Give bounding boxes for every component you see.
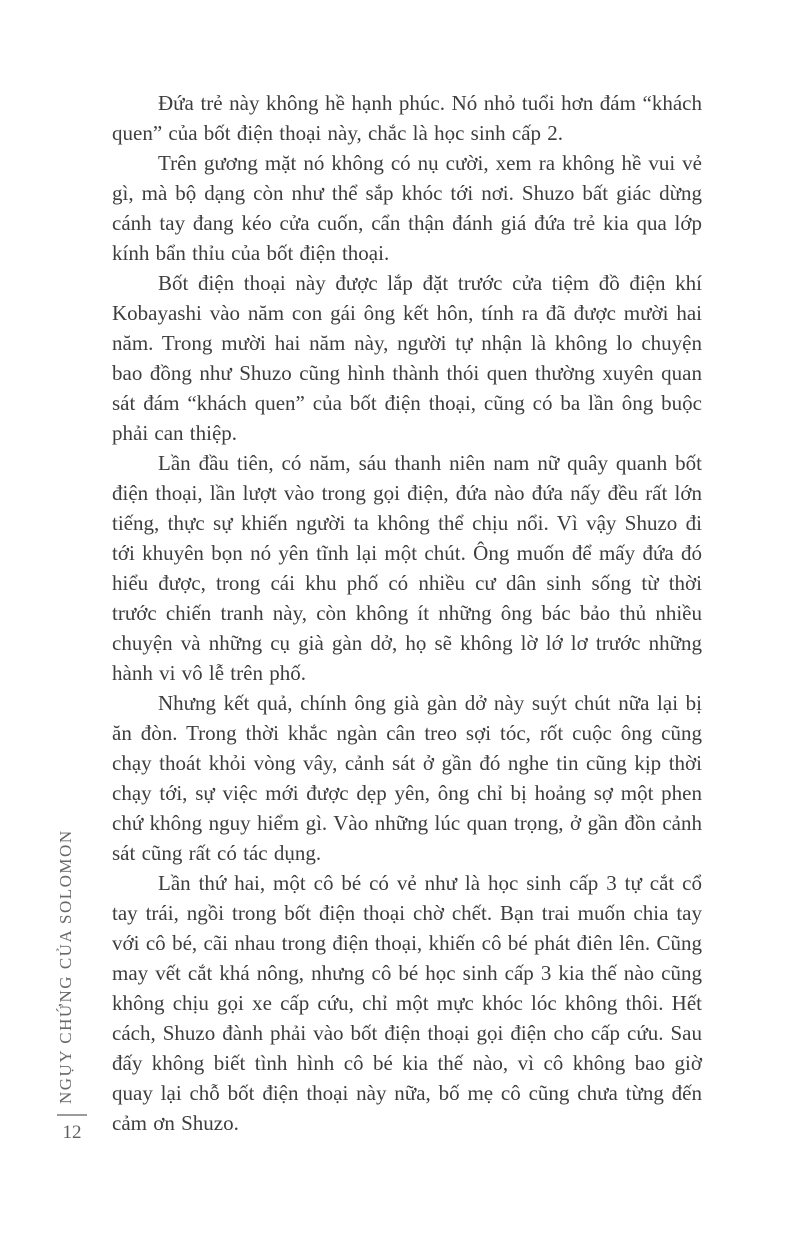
- body-text-column: [112, 88, 702, 1138]
- book-title-vertical: NGỤY CHỨNG CỦA SOLOMON: [56, 829, 75, 1104]
- paragraph: Bốt điện thoại này được lắp đặt trước cửa tiệm đồ điện khí Kobayashi vào năm con gái ông kết hôn, tính ra đã được mười hai năm. Trong mười hai năm này, người tự nhận là không lo chuyện bao đồng như Shuzo cũng hình thành thói quen thường xuyên quan sát đám “khách quen” của bốt điện thoại, cũng có ba lần ông buộc phải can thiệp.: [112, 271, 702, 445]
- paragraph: Trên gương mặt nó không có nụ cười, xem ra không hề vui vẻ gì, mà bộ dạng còn như thể sắp khóc tới nơi. Shuzo bất giác dừng cánh tay đang kéo cửa cuốn, cẩn thận đánh giá đứa trẻ kia qua lớp kính bẩn thỉu của bốt điện thoại.: [112, 151, 702, 265]
- paragraph: Nhưng kết quả, chính ông già gàn dở này suýt chút nữa lại bị ăn đòn. Trong thời khắc ngàn cân treo sợi tóc, rốt cuộc ông cũng chạy thoát khỏi vòng vây, cảnh sát ở gần đó nghe tin cũng kịp thời chạy tới, sự việc mới được dẹp yên, ông chỉ bị hoảng sợ một phen chứ không nguy hiểm gì. Vào những lúc quan trọng, ở gần đồn cảnh sát cũng rất có tác dụng.: [112, 691, 702, 865]
- page-margin-sidebar: [0, 0, 110, 1245]
- page-number: 12: [62, 1122, 82, 1143]
- paragraph: Lần thứ hai, một cô bé có vẻ như là học sinh cấp 3 tự cắt cổ tay trái, ngồi trong bốt điện thoại chờ chết. Bạn trai muốn chia tay với cô bé, cãi nhau trong điện thoại, khiến cô bé phát điên lên. Cũng may vết cắt khá nông, nhưng cô bé học sinh cấp 3 kia thế nào cũng không chịu gọi xe cấp cứu, chỉ một mực khóc lóc không thôi. Hết cách, Shuzo đành phải vào bốt điện thoại gọi điện cho cấp cứu. Sau đấy không biết tình hình cô bé kia thế nào, vì cô không bao giờ quay lại chỗ bốt điện thoại này nữa, bố mẹ cô cũng chưa từng đến cảm ơn Shuzo.: [112, 871, 702, 1135]
- paragraph: Đứa trẻ này không hề hạnh phúc. Nó nhỏ tuổi hơn đám “khách quen” của bốt điện thoại này, chắc là học sinh cấp 2.: [112, 91, 702, 145]
- page-number-divider: [57, 1114, 87, 1116]
- paragraph: Lần đầu tiên, có năm, sáu thanh niên nam nữ quây quanh bốt điện thoại, lần lượt vào trong gọi điện, đứa nào đứa nấy đều rất lớn tiếng, thực sự khiến người ta không thể chịu nổi. Vì vậy Shuzo đi tới khuyên bọn nó yên tĩnh lại một chút. Ông muốn để mấy đứa đó hiểu được, trong cái khu phố có nhiều cư dân sinh sống từ thời trước chiến tranh này, còn không ít những ông bác bảo thủ nhiều chuyện và những cụ già gàn dở, họ sẽ không lờ lớ lơ trước những hành vi vô lễ trên phố.: [112, 451, 702, 685]
